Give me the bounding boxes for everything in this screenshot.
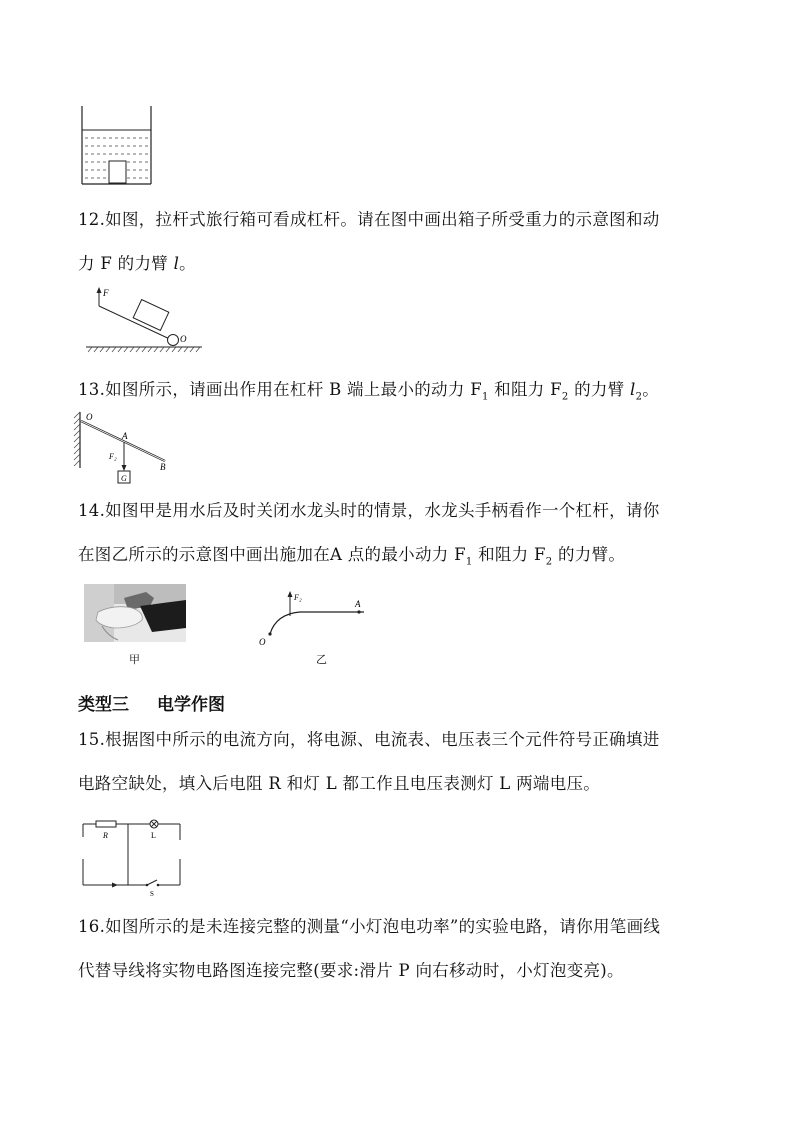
label-S: S [150, 890, 154, 898]
submerged-block [109, 161, 126, 183]
label-B: B [160, 462, 166, 472]
caption-jia: 甲 [129, 653, 140, 666]
q13-line-1: 13.如图所示，请画出作用在杠杆 B 端上最小的动力 $F_1$ 和阻力 $F_2$ 的力臂 $l_2$。 [78, 380, 660, 403]
q14-line-1: 14.如图甲是用水后及时关闭水龙头时的情景，水龙头手柄看作一个杠杆，请你 [78, 501, 660, 520]
question-16 [78, 905, 728, 993]
label-O: O [180, 334, 187, 344]
q14-line-2: 在图乙所示的示意图中画出施加在A 点的最小动力 $F_1$ 和阻力 $F_2$ 的力臂。 [78, 545, 626, 568]
suitcase-lever-figure [84, 284, 204, 356]
section-heading [78, 690, 225, 715]
section-label: 类型三 [78, 695, 129, 715]
label-L: L [151, 831, 156, 840]
label-O: O [259, 637, 266, 647]
curved-lever-figure [256, 588, 372, 650]
q16-line-2: 代替导线将实物电路图连接完整(要求:滑片 P 向右移动时，小灯泡变亮)。 [78, 961, 624, 980]
question-14 [78, 489, 728, 584]
q16-line-1: 16.如图所示的是未连接完整的测量“小灯泡电功率”的实验电路，请你用笔画线 [78, 917, 661, 936]
label-O: O [86, 412, 93, 422]
q12-line-1: 12.如图，拉杆式旅行箱可看成杠杆。请在图中画出箱子所受重力的示意图和动 [78, 210, 660, 229]
q15-line-1: 15.根据图中所示的电流方向，将电源、电流表、电压表三个元件符号正确填进 [78, 730, 660, 749]
label-R: R [103, 831, 108, 840]
question-15 [78, 718, 728, 806]
beaker-figure [80, 104, 154, 186]
q12-line-2: 力 F 的力臂 l。 [78, 254, 196, 273]
label-F2: F₂ [109, 452, 117, 461]
section-title: 电学作图 [157, 695, 225, 715]
question-12 [78, 198, 728, 286]
circuit-figure [80, 812, 184, 898]
label-A: A [355, 599, 361, 609]
label-A: A [122, 431, 128, 441]
q15-line-2: 电路空缺处，填入后电阻 R 和灯 L 都工作且电压表测灯 L 两端电压。 [78, 774, 601, 793]
wall-lever-figure [70, 408, 180, 490]
label-F2: F₂ [294, 593, 302, 602]
svg-text:G: G [121, 474, 127, 483]
wheel [168, 335, 179, 346]
caption-yi: 乙 [316, 653, 327, 666]
faucet-photo-figure [84, 584, 186, 642]
resistor-R [96, 821, 116, 827]
label-F: F [103, 288, 109, 298]
